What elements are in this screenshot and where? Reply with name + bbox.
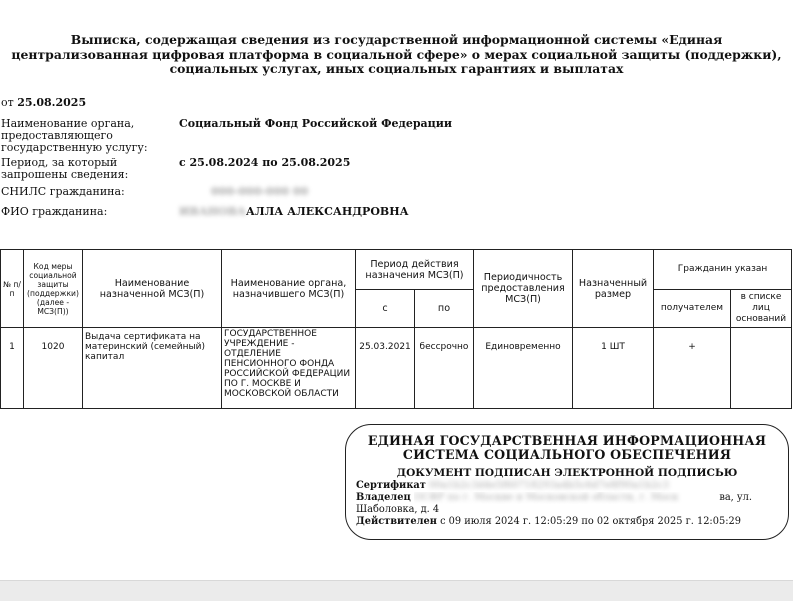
agency-row (1, 118, 701, 154)
stamp-certificate (356, 480, 778, 492)
stamp-owner (356, 492, 778, 504)
cert-label: Сертификат (356, 480, 426, 491)
cell-in-list (731, 328, 792, 409)
period-value: с 25.08.2024 по 25.08.2025 (179, 156, 351, 169)
header-org-name: Наименование органа, назначившего МСЗ(П) (222, 250, 356, 328)
cell-period-from: 25.03.2021 (356, 328, 415, 409)
snils-label: СНИЛС гражданина: (1, 185, 125, 198)
cell-num: 1 (1, 328, 24, 409)
snils-row (1, 186, 701, 198)
agency-label: Наименование органа, предоставляющего государственную услугу: (1, 117, 148, 154)
snils-value: 000-000-000 00 (211, 185, 309, 198)
owner-line2: Шаболовка, д. 4 (356, 504, 440, 515)
cell-measure-name: Выдача сертификата на материнский (семейный) капитал (83, 328, 222, 409)
header-citizen: Гражданин указан (654, 250, 792, 290)
header-amount: Назначенный размер (573, 250, 654, 328)
period-row (1, 157, 701, 181)
header-num: № п/п (1, 250, 24, 328)
signature-stamp (345, 424, 789, 540)
cell-period-to: бессрочно (415, 328, 474, 409)
header-period: Период действия назначения МСЗ(П) (356, 250, 474, 290)
header-as-recipient: получателем (654, 290, 731, 328)
valid-label: Действителен (356, 516, 437, 527)
fio-hidden: ИВАНОВА (179, 205, 246, 218)
cert-value: 00a1b2c3d4e5f60718293a4b5c6d7e8f90a1b2c3 (428, 480, 669, 491)
cell-amount: 1 ШТ (573, 328, 654, 409)
header-periodicity: Периодичность предоставления МСЗ(П) (474, 250, 573, 328)
valid-value: с 09 июля 2024 г. 12:05:29 по 02 октября 2025 г. 12:05:29 (440, 516, 741, 527)
agency-value: Социальный Фонд Российской Федерации (179, 117, 453, 130)
measures-table (0, 249, 792, 409)
document-date (1, 97, 86, 109)
owner-visible: ва, ул. (719, 492, 752, 503)
header-period-from: с (356, 290, 415, 328)
table-row (1, 328, 792, 409)
date-value: 25.08.2025 (17, 96, 87, 109)
header-period-to: по (415, 290, 474, 328)
stamp-signed: ДОКУМЕНТ ПОДПИСАН ЭЛЕКТРОННОЙ ПОДПИСЬЮ (396, 467, 738, 479)
cell-org-name: ГОСУДАРСТВЕННОЕ УЧРЕЖДЕНИЕ - ОТДЕЛЕНИЕ ПЕНСИОННОГО ФОНДА РОССИЙСКОЙ ФЕДЕРАЦИИ ПО Г. МОСКВЕ И МОСКОВСКОЙ ОБЛАСТИ (222, 328, 356, 409)
fio-value: АЛЛА АЛЕКСАНДРОВНА (245, 205, 409, 218)
fio-row (1, 206, 701, 218)
period-label: Период, за который запрошены сведения: (1, 156, 129, 181)
owner-label: Владелец (356, 492, 411, 503)
stamp-validity (356, 516, 778, 528)
cell-periodicity: Единовременно (474, 328, 573, 409)
header-measure-name: Наименование назначенной МСЗ(П) (83, 250, 222, 328)
document-title: Выписка, содержащая сведения из государственной информационной системы «Единая централизованная цифровая платформа в социальной сфере» о мерах социальной защиты (поддержки), социальных услугах, иных социальных гарантиях и выплатах (11, 32, 782, 76)
date-prefix: от (1, 96, 14, 109)
header-in-list: в списке лиц оснований (731, 290, 792, 328)
stamp-line2: СИСТЕМА СОЦИАЛЬНОГО ОБЕСПЕЧЕНИЯ (402, 447, 732, 462)
viewer-bottom-bar (0, 580, 793, 601)
header-code: Код меры социальной защиты (поддержки) (далее - МСЗ(П)) (24, 250, 83, 328)
owner-hidden: ОСФР по г. Москве и Московской области, г. Моск (414, 492, 679, 503)
cell-code: 1020 (24, 328, 83, 409)
stamp-line1: ЕДИНАЯ ГОСУДАРСТВЕННАЯ ИНФОРМАЦИОННАЯ (367, 433, 767, 448)
cell-as-recipient: + (654, 328, 731, 409)
fio-label: ФИО гражданина: (1, 205, 108, 218)
